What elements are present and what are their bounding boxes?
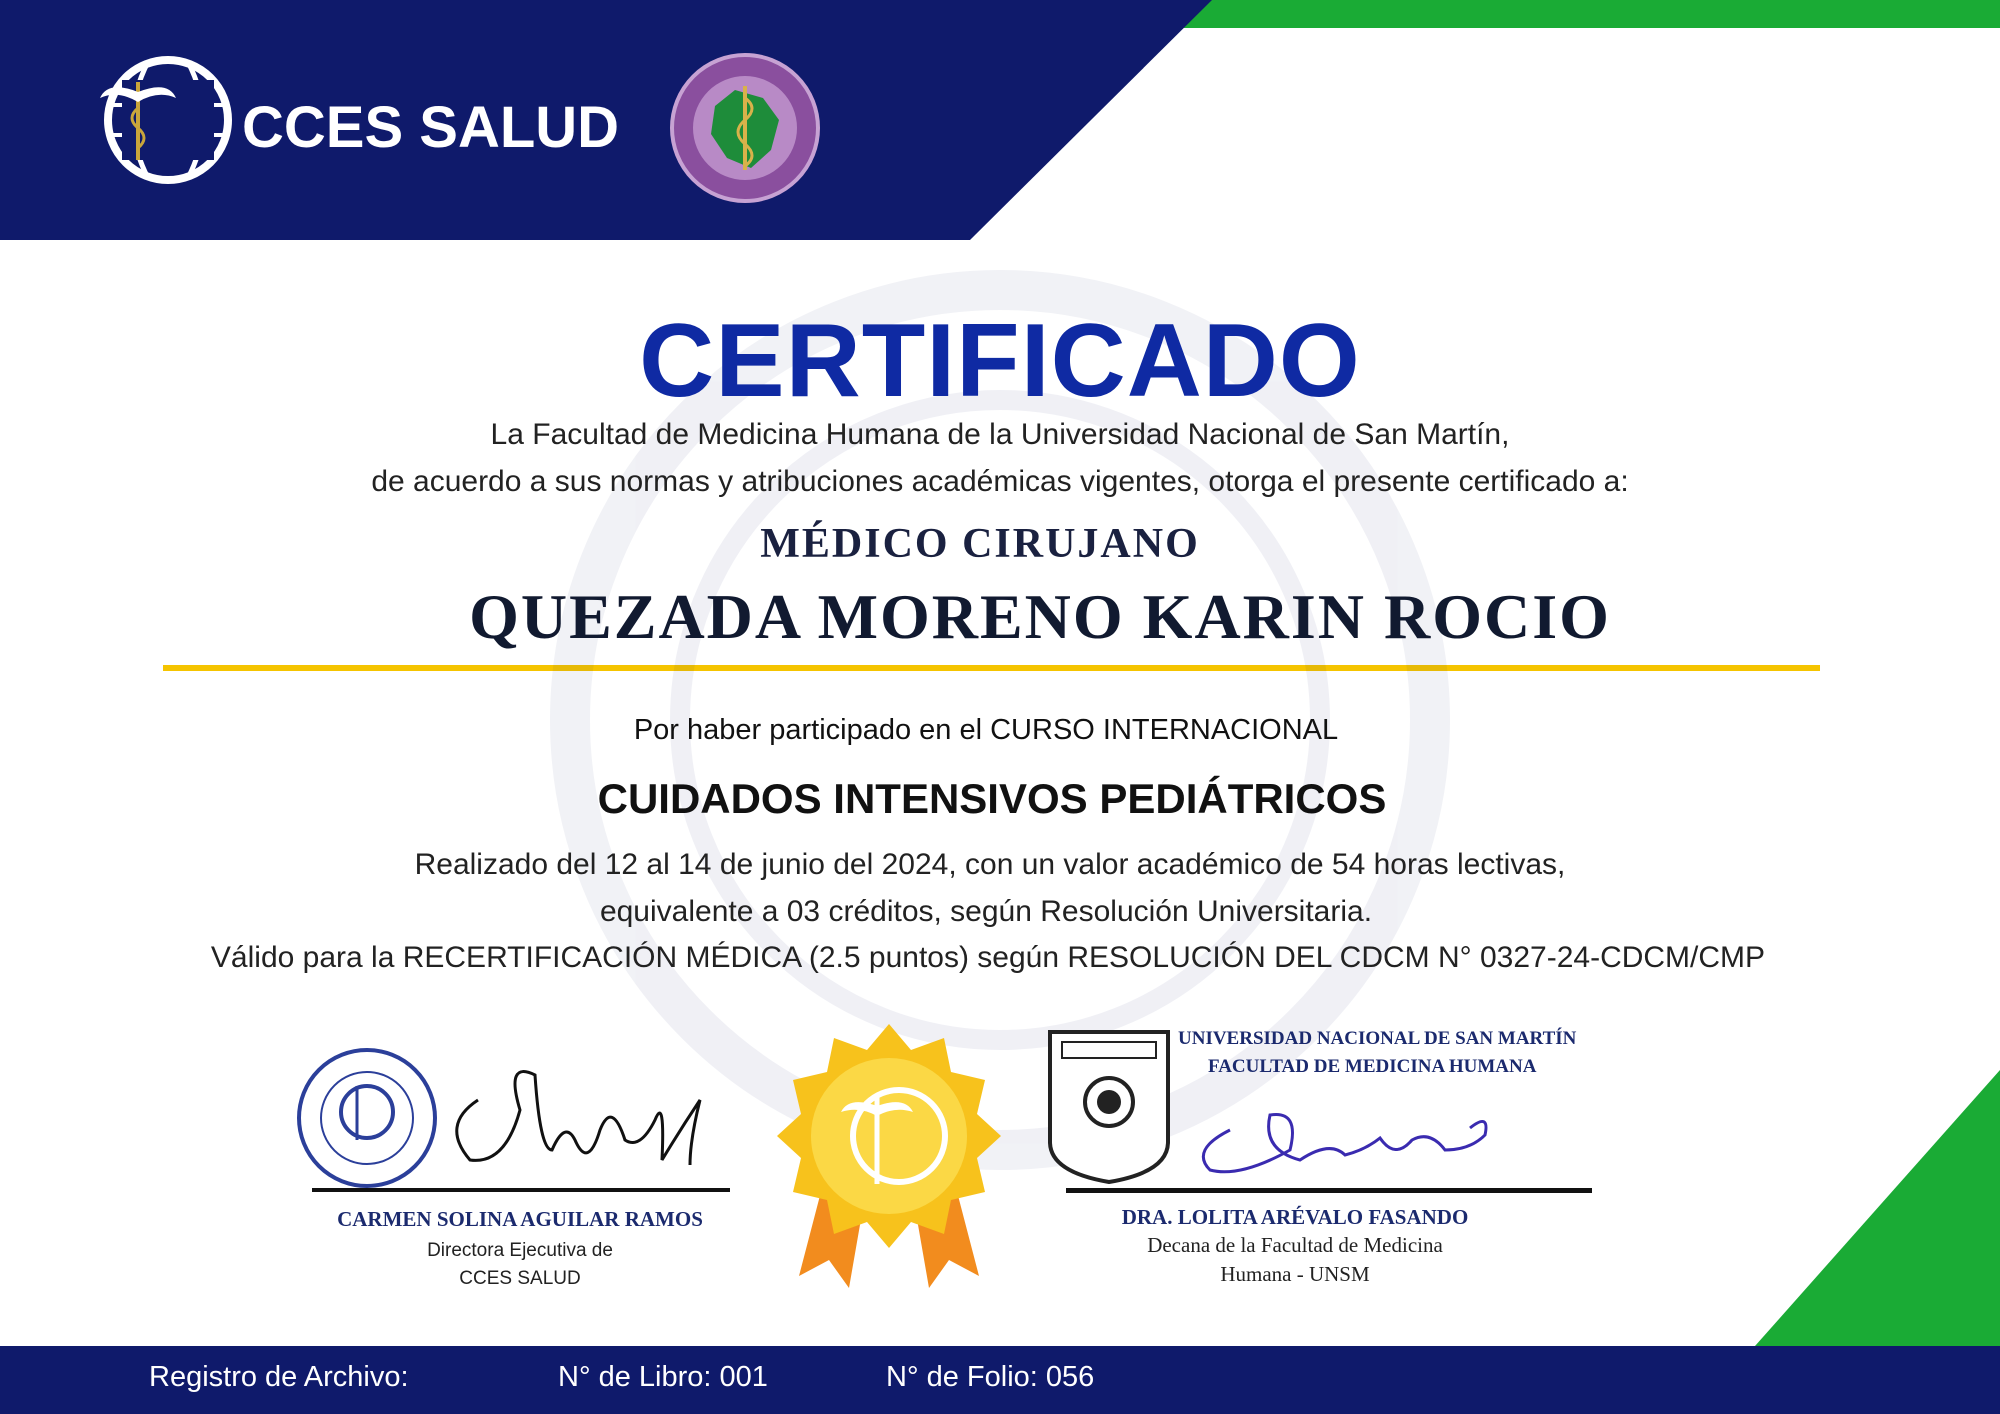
top-green-stripe [1155,0,2000,28]
course-name: CUIDADOS INTENSIVOS PEDIÁTRICOS [597,775,1387,822]
left-signatory-role-line-1: Directora Ejecutiva de [427,1240,613,1261]
certificate-title: CERTIFICADO [639,303,1361,419]
details-line-1: Realizado del 12 al 14 de junio del 2024, con un valor académico de 54 horas lectivas, [414,848,1566,881]
right-signatory-role-line-2: Humana - UNSM [1220,1262,1370,1286]
right-signatory-name: DRA. LOLITA ARÉVALO FASANDO [1121,1205,1469,1229]
details-line-3: Válido para la RECERTIFICACIÓN MÉDICA (2.5 puntos) según RESOLUCIÓN DEL CDCM N° 0327-24-CDCM/CMP [210,941,1766,974]
unsm-institution-line-2: FACULTAD DE MEDICINA HUMANA [1208,1056,1537,1077]
recipient-profession: MÉDICO CIRUJANO [760,521,1200,567]
brand-name: CCES SALUD [242,95,620,160]
left-signature-line [312,1188,730,1192]
left-signatory-name: CARMEN SOLINA AGUILAR RAMOS [337,1207,703,1231]
intro-line-2: de acuerdo a sus normas y atribuciones académicas vigentes, otorga el presente certificado a: [371,465,1629,498]
name-divider-line [163,665,1820,671]
left-signature-scribble [457,1072,700,1165]
bottom-right-green-triangle [1755,1070,2000,1346]
unsm-shield-logo [1050,1032,1168,1182]
facultad-medicina-seal [672,55,818,201]
participation-text: Por haber participado en el CURSO INTERNACIONAL [633,714,1339,746]
unsm-institution-line-1: UNIVERSIDAD NACIONAL DE SAN MARTÍN [1178,1028,1577,1049]
intro-line-1: La Facultad de Medicina Humana de la Universidad Nacional de San Martín, [490,418,1510,451]
left-signatory-role-line-2: CCES SALUD [459,1268,581,1289]
recipient-name: QUEZADA MORENO KARIN ROCIO [469,581,1611,652]
footer-libro: N° de Libro: 001 [558,1361,768,1393]
footer-folio: N° de Folio: 056 [886,1361,1095,1393]
right-signatory-role-line-1: Decana de la Facultad de Medicina [1147,1233,1443,1257]
details-line-2: equivalente a 03 créditos, según Resolución Universitaria. [599,895,1373,928]
footer-registro: Registro de Archivo: [149,1361,409,1393]
gold-award-seal [777,1024,1001,1288]
cces-gerencia-stamp [299,1050,435,1186]
right-signature-scribble [1203,1114,1486,1171]
right-signature-line [1066,1188,1592,1193]
